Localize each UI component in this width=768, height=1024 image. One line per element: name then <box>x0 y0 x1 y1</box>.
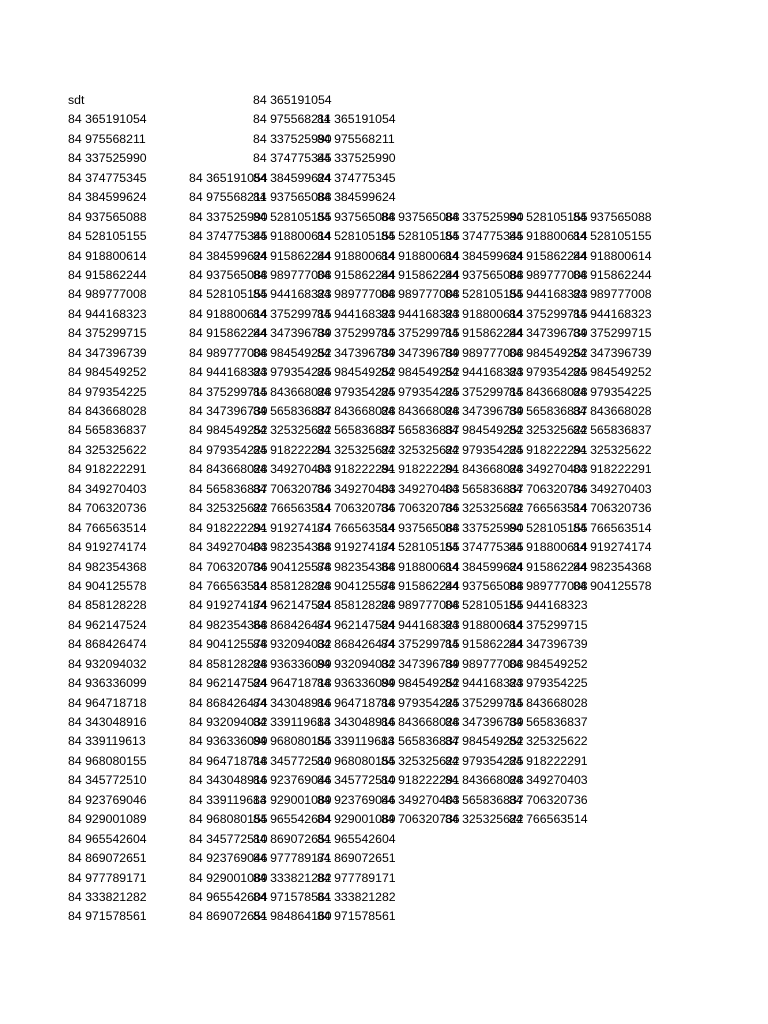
cell-d12[interactable]: 84 944168323 <box>317 306 396 321</box>
cell-e36[interactable]: 84 918222291 <box>381 773 460 788</box>
cell-g17[interactable]: 84 565836837 <box>509 404 588 418</box>
cell-b6[interactable]: 84 975568211 <box>189 190 267 205</box>
cell-d38[interactable]: 84 929001089 <box>317 812 396 827</box>
cell-a23[interactable]: 84 766563514 <box>68 520 147 535</box>
cell-a4[interactable]: 84 337525990 <box>68 151 147 166</box>
cell-d39[interactable]: 84 965542604 <box>317 831 396 846</box>
cell-c14[interactable]: 84 984549252 <box>253 345 332 360</box>
cell-a5[interactable]: 84 374775345 <box>68 170 147 185</box>
cell-b20[interactable]: 84 843668028 <box>189 462 268 477</box>
cell-a13[interactable]: 84 375299715 <box>68 326 147 341</box>
cell-c16[interactable]: 84 843668028 <box>253 384 332 399</box>
cell-e8[interactable]: 84 528105155 <box>381 229 460 244</box>
cell-d3[interactable]: 84 975568211 <box>317 131 395 146</box>
cell-d35[interactable]: 84 968080155 <box>317 753 396 768</box>
cell-e34[interactable]: 84 565836837 <box>381 734 460 749</box>
cell-f34[interactable]: 84 984549252 <box>445 734 524 749</box>
cell-d2[interactable]: 84 365191054 <box>317 112 396 127</box>
cell-f18[interactable]: 84 984549252 <box>445 423 524 438</box>
cell-d24[interactable]: 84 919274174 <box>317 540 396 555</box>
cell-g10[interactable]: 84 989777008 <box>509 267 588 282</box>
cell-a1[interactable]: sdt <box>68 93 85 107</box>
cell-h23[interactable]: 84 766563514 <box>573 520 652 535</box>
cell-e13[interactable]: 84 375299715 <box>381 326 460 341</box>
cell-g23[interactable]: 84 528105155 <box>509 520 588 535</box>
cell-a31[interactable]: 84 936336099 <box>68 676 147 691</box>
cell-a42[interactable]: 84 333821282 <box>68 889 147 904</box>
cell-e15[interactable]: 84 984549252 <box>381 365 460 380</box>
cell-e28[interactable]: 84 944168323 <box>381 617 460 632</box>
cell-e20[interactable]: 84 918222291 <box>381 462 460 477</box>
cell-e18[interactable]: 84 565836837 <box>381 423 460 438</box>
cell-h13[interactable]: 84 375299715 <box>573 326 652 341</box>
cell-d16[interactable]: 84 979354225 <box>317 384 396 399</box>
cell-b35[interactable]: 84 964718718 <box>189 753 268 768</box>
cell-d13[interactable]: 84 375299715 <box>317 326 396 341</box>
cell-b40[interactable]: 84 923769046 <box>189 851 268 866</box>
cell-g33[interactable]: 84 565836837 <box>509 715 588 729</box>
cell-d9[interactable]: 84 918800614 <box>317 248 396 263</box>
cell-d4[interactable]: 84 337525990 <box>317 151 396 166</box>
cell-b19[interactable]: 84 979354225 <box>189 442 268 457</box>
cell-f11[interactable]: 84 528105155 <box>445 287 524 302</box>
cell-a33[interactable]: 84 343048916 <box>68 715 147 729</box>
cell-a6[interactable]: 84 384599624 <box>68 190 147 205</box>
cell-a38[interactable]: 84 929001089 <box>68 812 147 827</box>
cell-f27[interactable]: 84 528105155 <box>445 598 524 613</box>
cell-d23[interactable]: 84 766563514 <box>317 520 396 535</box>
cell-a40[interactable]: 84 869072651 <box>68 851 147 866</box>
cell-b34[interactable]: 84 936336099 <box>189 734 268 749</box>
cell-f19[interactable]: 84 979354225 <box>445 442 524 457</box>
cell-e12[interactable]: 84 944168323 <box>381 306 460 321</box>
cell-f35[interactable]: 84 979354225 <box>445 753 524 768</box>
cell-d26[interactable]: 84 904125578 <box>317 578 396 593</box>
cell-c19[interactable]: 84 918222291 <box>253 442 332 457</box>
cell-b11[interactable]: 84 528105155 <box>189 287 268 302</box>
cell-b15[interactable]: 84 944168323 <box>189 365 268 380</box>
cell-b27[interactable]: 84 919274174 <box>189 598 268 613</box>
cell-d17[interactable]: 84 843668028 <box>317 404 396 418</box>
cell-b31[interactable]: 84 962147524 <box>189 676 268 691</box>
cell-d7[interactable]: 84 937565088 <box>317 209 396 224</box>
cell-b18[interactable]: 84 984549252 <box>189 423 268 438</box>
cell-e35[interactable]: 84 325325622 <box>381 753 460 768</box>
cell-d37[interactable]: 84 923769046 <box>317 792 396 807</box>
cell-d33[interactable]: 84 343048916 <box>317 715 396 729</box>
cell-g18[interactable]: 84 325325622 <box>509 423 588 438</box>
cell-d30[interactable]: 84 932094032 <box>317 656 396 671</box>
cell-g25[interactable]: 84 915862244 <box>509 559 588 574</box>
cell-a8[interactable]: 84 528105155 <box>68 229 147 244</box>
cell-c33[interactable]: 84 339119613 <box>253 715 331 729</box>
cell-f38[interactable]: 84 325325622 <box>445 812 524 827</box>
cell-g28[interactable]: 84 375299715 <box>509 617 588 632</box>
cell-b38[interactable]: 84 968080155 <box>189 812 268 827</box>
cell-h11[interactable]: 84 989777008 <box>573 287 652 302</box>
cell-f37[interactable]: 84 565836837 <box>445 792 524 807</box>
cell-c12[interactable]: 84 375299715 <box>253 306 332 321</box>
cell-c37[interactable]: 84 929001089 <box>253 792 332 807</box>
cell-g22[interactable]: 84 766563514 <box>509 501 588 516</box>
cell-d28[interactable]: 84 962147524 <box>317 617 396 632</box>
cell-e19[interactable]: 84 325325622 <box>381 442 460 457</box>
cell-a18[interactable]: 84 565836837 <box>68 423 147 438</box>
cell-f20[interactable]: 84 843668028 <box>445 462 524 477</box>
cell-h26[interactable]: 84 904125578 <box>573 578 652 593</box>
cell-e26[interactable]: 84 915862244 <box>381 578 460 593</box>
cell-e14[interactable]: 84 347396739 <box>381 345 460 360</box>
cell-g29[interactable]: 84 347396739 <box>509 637 588 652</box>
cell-d31[interactable]: 84 936336099 <box>317 676 396 691</box>
cell-d19[interactable]: 84 325325622 <box>317 442 396 457</box>
cell-c22[interactable]: 84 766563514 <box>253 501 332 516</box>
cell-f25[interactable]: 84 384599624 <box>445 559 524 574</box>
cell-g36[interactable]: 84 349270403 <box>509 773 588 788</box>
cell-d11[interactable]: 84 989777008 <box>317 287 396 302</box>
cell-d43[interactable]: 84 971578561 <box>317 909 396 924</box>
cell-f7[interactable]: 84 337525990 <box>445 209 524 224</box>
cell-c1[interactable]: 84 365191054 <box>253 93 332 107</box>
cell-d40[interactable]: 84 869072651 <box>317 851 396 866</box>
cell-a12[interactable]: 84 944168323 <box>68 306 147 321</box>
cell-c4[interactable]: 84 374775345 <box>253 151 332 166</box>
cell-f16[interactable]: 84 375299715 <box>445 384 524 399</box>
cell-b9[interactable]: 84 384599624 <box>189 248 268 263</box>
cell-e22[interactable]: 84 706320736 <box>381 501 460 516</box>
cell-b22[interactable]: 84 325325622 <box>189 501 268 516</box>
cell-h18[interactable]: 84 565836837 <box>573 423 652 438</box>
cell-d36[interactable]: 84 345772510 <box>317 773 396 788</box>
cell-e25[interactable]: 84 918800614 <box>381 559 460 574</box>
cell-c29[interactable]: 84 932094032 <box>253 637 332 652</box>
cell-d21[interactable]: 84 349270403 <box>317 481 396 496</box>
cell-c17[interactable]: 84 565836837 <box>253 404 332 418</box>
cell-g13[interactable]: 84 347396739 <box>509 326 588 341</box>
cell-h16[interactable]: 84 979354225 <box>573 384 652 399</box>
cell-f23[interactable]: 84 337525990 <box>445 520 524 535</box>
cell-h17[interactable]: 84 843668028 <box>573 404 652 418</box>
cell-c26[interactable]: 84 858128228 <box>253 578 332 593</box>
cell-g34[interactable]: 84 325325622 <box>509 734 588 749</box>
cell-f17[interactable]: 84 347396739 <box>445 404 524 418</box>
cell-a34[interactable]: 84 339119613 <box>68 734 146 749</box>
cell-e37[interactable]: 84 349270403 <box>381 792 460 807</box>
cell-e38[interactable]: 84 706320736 <box>381 812 460 827</box>
cell-f13[interactable]: 84 915862244 <box>445 326 524 341</box>
cell-b39[interactable]: 84 345772510 <box>189 831 268 846</box>
cell-c39[interactable]: 84 869072651 <box>253 831 332 846</box>
cell-e23[interactable]: 84 937565088 <box>381 520 460 535</box>
cell-a29[interactable]: 84 868426474 <box>68 637 147 652</box>
cell-b26[interactable]: 84 766563514 <box>189 578 268 593</box>
cell-b30[interactable]: 84 858128228 <box>189 656 268 671</box>
cell-g24[interactable]: 84 918800614 <box>509 540 588 555</box>
cell-d32[interactable]: 84 964718718 <box>317 695 396 710</box>
cell-h20[interactable]: 84 918222291 <box>573 462 652 477</box>
cell-c41[interactable]: 84 333821282 <box>253 870 332 885</box>
cell-b25[interactable]: 84 706320736 <box>189 559 268 574</box>
cell-f33[interactable]: 84 347396739 <box>445 715 524 729</box>
cell-c5[interactable]: 84 384599624 <box>253 170 332 185</box>
cell-a37[interactable]: 84 923769046 <box>68 792 147 807</box>
cell-f31[interactable]: 84 944168323 <box>445 676 524 691</box>
cell-d25[interactable]: 84 982354368 <box>317 559 396 574</box>
cell-b7[interactable]: 84 337525990 <box>189 209 268 224</box>
cell-d15[interactable]: 84 984549252 <box>317 365 396 380</box>
cell-e17[interactable]: 84 843668028 <box>381 404 460 418</box>
cell-f28[interactable]: 84 918800614 <box>445 617 524 632</box>
cell-a41[interactable]: 84 977789171 <box>68 870 147 885</box>
cell-b5[interactable]: 84 365191054 <box>189 170 268 185</box>
cell-b10[interactable]: 84 937565088 <box>189 267 268 282</box>
cell-b12[interactable]: 84 918800614 <box>189 306 268 321</box>
cell-e31[interactable]: 84 984549252 <box>381 676 460 691</box>
cell-g37[interactable]: 84 706320736 <box>509 792 588 807</box>
cell-b42[interactable]: 84 965542604 <box>189 889 268 904</box>
cell-g12[interactable]: 84 375299715 <box>509 306 588 321</box>
cell-c28[interactable]: 84 868426474 <box>253 617 332 632</box>
cell-a20[interactable]: 84 918222291 <box>68 462 147 477</box>
cell-c24[interactable]: 84 982354368 <box>253 540 332 555</box>
cell-c10[interactable]: 84 989777008 <box>253 267 332 282</box>
cell-h8[interactable]: 84 528105155 <box>573 229 652 244</box>
cell-f12[interactable]: 84 918800614 <box>445 306 524 321</box>
cell-e29[interactable]: 84 375299715 <box>381 637 460 652</box>
cell-g8[interactable]: 84 918800614 <box>509 229 588 244</box>
cell-f14[interactable]: 84 989777008 <box>445 345 524 360</box>
cell-c2[interactable]: 84 975568211 <box>253 112 331 127</box>
cell-a35[interactable]: 84 968080155 <box>68 753 147 768</box>
cell-f10[interactable]: 84 937565088 <box>445 267 524 282</box>
cell-f8[interactable]: 84 374775345 <box>445 229 524 244</box>
cell-f21[interactable]: 84 565836837 <box>445 481 524 496</box>
cell-b43[interactable]: 84 869072651 <box>189 909 268 924</box>
cell-a25[interactable]: 84 982354368 <box>68 559 147 574</box>
cell-h7[interactable]: 84 937565088 <box>573 209 652 224</box>
cell-g30[interactable]: 84 984549252 <box>509 656 588 671</box>
cell-g11[interactable]: 84 944168323 <box>509 287 588 302</box>
cell-a24[interactable]: 84 919274174 <box>68 540 147 555</box>
cell-a3[interactable]: 84 975568211 <box>68 131 146 146</box>
cell-c7[interactable]: 84 528105155 <box>253 209 332 224</box>
cell-a16[interactable]: 84 979354225 <box>68 384 147 399</box>
cell-a39[interactable]: 84 965542604 <box>68 831 147 846</box>
cell-h10[interactable]: 84 915862244 <box>573 267 652 282</box>
cell-c34[interactable]: 84 968080155 <box>253 734 332 749</box>
cell-a21[interactable]: 84 349270403 <box>68 481 147 496</box>
cell-c36[interactable]: 84 923769046 <box>253 773 332 788</box>
cell-b41[interactable]: 84 929001089 <box>189 870 268 885</box>
cell-g32[interactable]: 84 843668028 <box>509 695 588 710</box>
cell-a22[interactable]: 84 706320736 <box>68 501 147 516</box>
cell-d42[interactable]: 84 333821282 <box>317 889 396 904</box>
cell-g38[interactable]: 84 766563514 <box>509 812 588 827</box>
cell-b14[interactable]: 84 989777008 <box>189 345 268 360</box>
cell-a28[interactable]: 84 962147524 <box>68 617 147 632</box>
cell-d10[interactable]: 84 915862244 <box>317 267 396 282</box>
cell-a36[interactable]: 84 345772510 <box>68 773 147 788</box>
cell-a10[interactable]: 84 915862244 <box>68 267 147 282</box>
cell-e33[interactable]: 84 843668028 <box>381 715 460 729</box>
cell-c23[interactable]: 84 919274174 <box>253 520 332 535</box>
cell-g15[interactable]: 84 979354225 <box>509 365 588 380</box>
cell-a9[interactable]: 84 918800614 <box>68 248 147 263</box>
cell-g35[interactable]: 84 918222291 <box>509 753 588 768</box>
cell-a15[interactable]: 84 984549252 <box>68 365 147 380</box>
cell-d29[interactable]: 84 868426474 <box>317 637 396 652</box>
cell-a27[interactable]: 84 858128228 <box>68 598 147 613</box>
cell-b28[interactable]: 84 982354368 <box>189 617 268 632</box>
cell-c18[interactable]: 84 325325622 <box>253 423 332 438</box>
cell-c13[interactable]: 84 347396739 <box>253 326 332 341</box>
cell-g31[interactable]: 84 979354225 <box>509 676 588 691</box>
cell-f32[interactable]: 84 375299715 <box>445 695 524 710</box>
cell-c27[interactable]: 84 962147524 <box>253 598 332 613</box>
cell-d41[interactable]: 84 977789171 <box>317 870 396 885</box>
cell-f29[interactable]: 84 915862244 <box>445 637 524 652</box>
cell-c6[interactable]: 84 937565088 <box>253 190 332 205</box>
cell-g7[interactable]: 84 528105155 <box>509 209 588 224</box>
cell-b32[interactable]: 84 868426474 <box>189 695 268 710</box>
cell-e10[interactable]: 84 915862244 <box>381 267 460 282</box>
cell-c21[interactable]: 84 706320736 <box>253 481 332 496</box>
cell-e30[interactable]: 84 347396739 <box>381 656 460 671</box>
cell-a19[interactable]: 84 325325622 <box>68 442 147 457</box>
cell-h21[interactable]: 84 349270403 <box>573 481 652 496</box>
cell-a11[interactable]: 84 989777008 <box>68 287 147 302</box>
cell-b24[interactable]: 84 349270403 <box>189 540 268 555</box>
cell-f15[interactable]: 84 944168323 <box>445 365 524 380</box>
cell-b17[interactable]: 84 347396739 <box>189 404 268 418</box>
cell-c42[interactable]: 84 971578561 <box>253 889 332 904</box>
cell-e32[interactable]: 84 979354225 <box>381 695 460 710</box>
cell-g21[interactable]: 84 706320736 <box>509 481 588 496</box>
cell-a43[interactable]: 84 971578561 <box>68 909 147 924</box>
cell-g16[interactable]: 84 843668028 <box>509 384 588 399</box>
cell-a32[interactable]: 84 964718718 <box>68 695 147 710</box>
cell-b36[interactable]: 84 343048916 <box>189 773 268 788</box>
cell-b29[interactable]: 84 904125578 <box>189 637 268 652</box>
cell-b21[interactable]: 84 565836837 <box>189 481 268 496</box>
cell-c31[interactable]: 84 964718718 <box>253 676 332 691</box>
cell-e11[interactable]: 84 989777008 <box>381 287 460 302</box>
cell-d27[interactable]: 84 858128228 <box>317 598 396 613</box>
cell-a30[interactable]: 84 932094032 <box>68 656 147 671</box>
cell-c3[interactable]: 84 337525990 <box>253 131 332 146</box>
cell-b8[interactable]: 84 374775345 <box>189 229 268 244</box>
cell-d6[interactable]: 84 384599624 <box>317 190 396 205</box>
cell-c15[interactable]: 84 979354225 <box>253 365 332 380</box>
cell-e24[interactable]: 84 528105155 <box>381 540 460 555</box>
cell-e21[interactable]: 84 349270403 <box>381 481 460 496</box>
cell-a26[interactable]: 84 904125578 <box>68 578 147 593</box>
cell-f9[interactable]: 84 384599624 <box>445 248 524 263</box>
cell-c32[interactable]: 84 343048916 <box>253 695 332 710</box>
cell-e27[interactable]: 84 989777008 <box>381 598 460 613</box>
cell-c35[interactable]: 84 345772510 <box>253 753 332 768</box>
cell-h24[interactable]: 84 919274174 <box>573 540 652 555</box>
cell-g20[interactable]: 84 349270403 <box>509 462 588 477</box>
cell-g27[interactable]: 84 944168323 <box>509 598 588 613</box>
cell-c43[interactable]: 84 984864160 <box>253 909 332 924</box>
cell-h25[interactable]: 84 982354368 <box>573 559 652 574</box>
cell-d8[interactable]: 84 528105155 <box>317 229 396 244</box>
cell-g9[interactable]: 84 915862244 <box>509 248 588 263</box>
cell-a17[interactable]: 84 843668028 <box>68 404 147 418</box>
cell-d18[interactable]: 84 565836837 <box>317 423 396 438</box>
cell-g26[interactable]: 84 989777008 <box>509 578 588 593</box>
cell-d14[interactable]: 84 347396739 <box>317 345 396 360</box>
cell-c8[interactable]: 84 918800614 <box>253 229 332 244</box>
cell-e16[interactable]: 84 979354225 <box>381 384 460 399</box>
cell-c25[interactable]: 84 904125578 <box>253 559 332 574</box>
cell-c38[interactable]: 84 965542604 <box>253 812 332 827</box>
cell-h19[interactable]: 84 325325622 <box>573 442 652 457</box>
cell-c9[interactable]: 84 915862244 <box>253 248 332 263</box>
cell-b23[interactable]: 84 918222291 <box>189 520 268 535</box>
cell-d34[interactable]: 84 339119613 <box>317 734 395 749</box>
cell-f26[interactable]: 84 937565088 <box>445 578 524 593</box>
cell-b37[interactable]: 84 339119613 <box>189 792 267 807</box>
cell-b16[interactable]: 84 375299715 <box>189 384 268 399</box>
cell-h14[interactable]: 84 347396739 <box>573 345 652 360</box>
cell-h22[interactable]: 84 706320736 <box>573 501 652 516</box>
cell-f30[interactable]: 84 989777008 <box>445 656 524 671</box>
cell-a7[interactable]: 84 937565088 <box>68 209 147 224</box>
cell-f22[interactable]: 84 325325622 <box>445 501 524 516</box>
cell-e7[interactable]: 84 937565088 <box>381 209 460 224</box>
cell-f24[interactable]: 84 374775345 <box>445 540 524 555</box>
cell-b33[interactable]: 84 932094032 <box>189 715 268 729</box>
cell-h12[interactable]: 84 944168323 <box>573 306 652 321</box>
cell-a2[interactable]: 84 365191054 <box>68 112 147 127</box>
cell-c11[interactable]: 84 944168323 <box>253 287 332 302</box>
cell-b13[interactable]: 84 915862244 <box>189 326 268 341</box>
cell-d5[interactable]: 84 374775345 <box>317 170 396 185</box>
cell-e9[interactable]: 84 918800614 <box>381 248 460 263</box>
cell-g19[interactable]: 84 918222291 <box>509 442 588 457</box>
cell-d22[interactable]: 84 706320736 <box>317 501 396 516</box>
cell-h15[interactable]: 84 984549252 <box>573 365 652 380</box>
cell-c40[interactable]: 84 977789171 <box>253 851 332 866</box>
cell-g14[interactable]: 84 984549252 <box>509 345 588 360</box>
cell-h9[interactable]: 84 918800614 <box>573 248 652 263</box>
cell-c30[interactable]: 84 936336099 <box>253 656 332 671</box>
cell-c20[interactable]: 84 349270403 <box>253 462 332 477</box>
cell-d20[interactable]: 84 918222291 <box>317 462 396 477</box>
cell-f36[interactable]: 84 843668028 <box>445 773 524 788</box>
cell-a14[interactable]: 84 347396739 <box>68 345 147 360</box>
